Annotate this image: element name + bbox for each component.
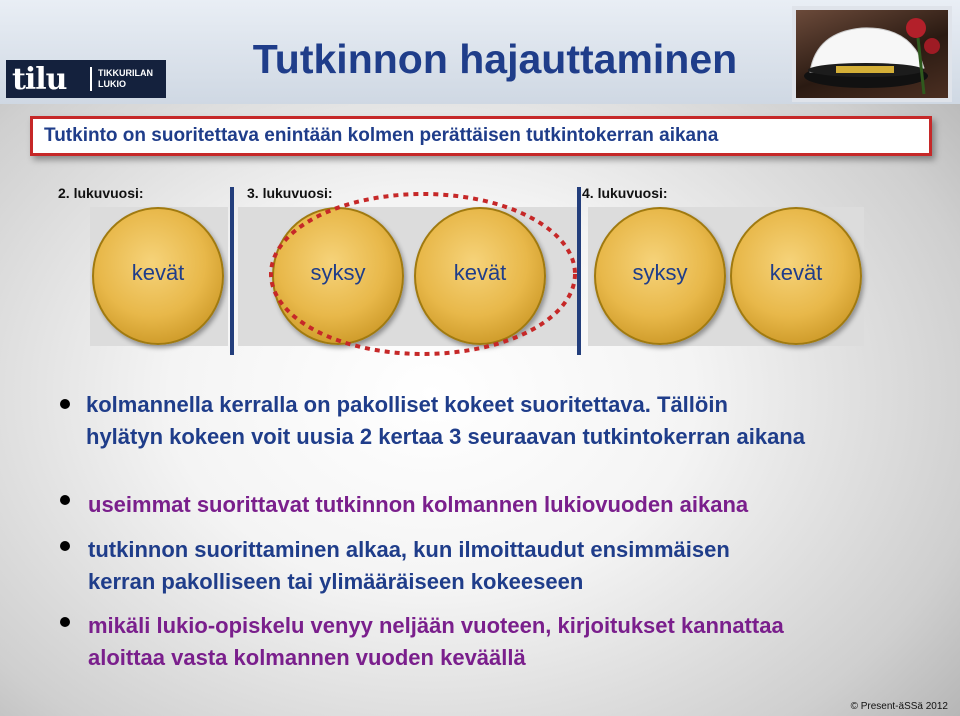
logo-line-1: TIKKURILAN	[98, 68, 153, 78]
term-coin-4	[594, 207, 726, 345]
term-coin-5	[730, 207, 862, 345]
bullet-1-line-2: hylätyn kokeen voit uusia 2 kertaa 3 seuraavan tutkintokerran aikana	[86, 424, 805, 449]
logo-line-2: LUKIO	[98, 79, 126, 89]
logo-mark: tilu	[12, 61, 67, 97]
logo-divider	[90, 67, 92, 91]
bullet-3-line-1: tutkinnon suorittaminen alkaa, kun ilmoittaudut ensimmäisen	[88, 537, 730, 562]
bullet-4-dot	[60, 617, 70, 627]
bullet-1-text	[86, 389, 805, 453]
bullet-3-text	[88, 534, 730, 598]
copyright-notice: © Present-äSSä 2012	[850, 701, 948, 712]
bullet-2-text	[88, 489, 748, 521]
year-label-2: 2. lukuvuosi:	[58, 185, 144, 201]
year-divider-1	[230, 187, 234, 355]
bullet-2-dot	[60, 495, 70, 505]
bullet-1-line-1: kolmannella kerralla on pakolliset kokeet suoritettava. Tällöin	[86, 392, 728, 417]
highlight-oval	[263, 188, 583, 360]
student-cap-icon	[796, 10, 948, 98]
student-cap-photo	[792, 6, 952, 102]
requirement-banner: Tutkinto on suoritettava enintään kolmen perättäisen tutkintokerran aikana	[30, 116, 932, 156]
year-label-3: 3. lukuvuosi:	[247, 185, 333, 201]
bullet-1-dot	[60, 399, 70, 409]
slide-title: Tutkinnon hajauttaminen	[252, 36, 738, 82]
term-label: kevät	[453, 260, 507, 285]
bullet-4-line-2: aloittaa vasta kolmannen vuoden keväällä	[88, 645, 526, 670]
tilu-logo	[6, 60, 166, 98]
bullet-4-text	[88, 610, 784, 674]
year-label-4: 4. lukuvuosi:	[582, 185, 668, 201]
term-label: syksy	[632, 260, 688, 285]
term-label: kevät	[769, 260, 823, 285]
bullet-3-line-2: kerran pakolliseen tai ylimääräiseen kokeeseen	[88, 569, 584, 594]
bullet-3-dot	[60, 541, 70, 551]
logo-text	[98, 68, 153, 90]
term-coin-1	[92, 207, 224, 345]
term-label: kevät	[131, 260, 185, 285]
bullet-4-line-1: mikäli lukio-opiskelu venyy neljään vuoteen, kirjoitukset kannattaa	[88, 613, 784, 638]
slide-header	[0, 0, 960, 104]
term-label: syksy	[310, 260, 366, 285]
bullet-2-line-1: useimmat suorittavat tutkinnon kolmannen lukiovuoden aikana	[88, 492, 749, 517]
